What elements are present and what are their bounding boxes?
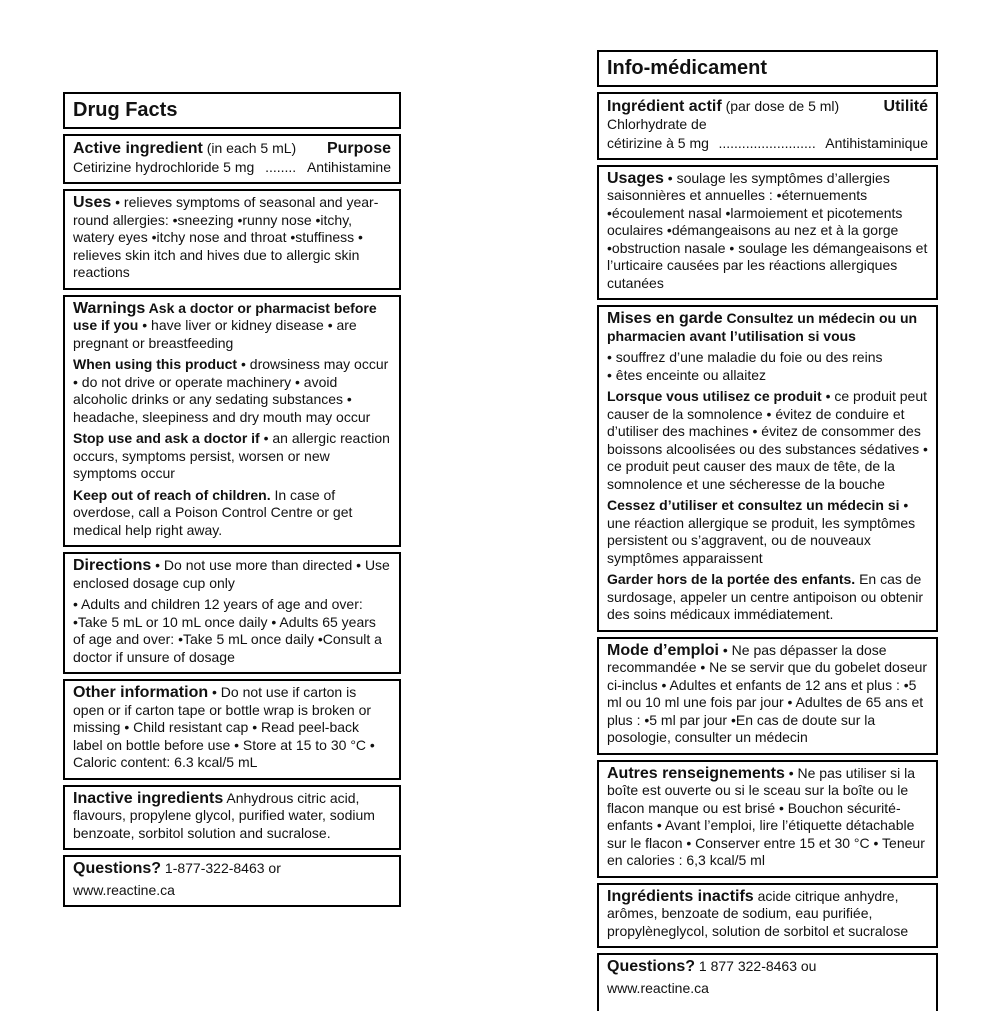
active-ingredient-value-en xyxy=(73,158,391,176)
warnings-when-paragraph: When using this product • drowsiness may occur • do not drive or operate machinery • avoid alcoholic drinks or any sedating substances • headache, sleepiness and dry mouth may occur xyxy=(73,356,389,425)
garde-lorsque-paragraph: Lorsque vous utilisez ce produit • ce produit peut causer de la somnolence • évitez de conduire et d’utiliser des machines • évitez de consommer des boissons alcoolisées ou des substances sédatives • ce produit peut causer des maux de tête, de la somnolence et une sécheresse de la bouche xyxy=(607,388,928,492)
usages-paragraph: Usages • soulage les symptômes d’allergies saisonnières et annuelles : •éternuements •écoulement nasal •larmoiement et picotements oculaires •démangeaisons au nez et à la gorge •obstruction nasale • soulage les démangeaisons et l’urticaire causées par les réactions allergiques cutanées xyxy=(607,169,928,291)
uses-heading: Uses xyxy=(73,194,112,211)
garde-consultez-paragraph: Mises en garde Consultez un médecin ou un pharmacien avant l’utilisation si vous xyxy=(607,310,918,344)
mode-emploi-paragraph: Mode d’emploi • Ne pas dépasser la dose recommandée • Ne se servir que du gobelet doseur ci-inclus • Adultes et enfants de 12 ans et plus : •5 ml ou 10 ml une fois par jour • Adultes de 65 ans et plus : •5 ml par jour •En cas de doute sur la posologie, consulter un médecin xyxy=(607,641,928,745)
questions-url-fr: www.reactine.ca xyxy=(607,979,709,996)
directions-paragraph-1: Directions • Do not use more than directed • Use enclosed dosage cup only xyxy=(73,557,390,591)
ingredients-inactifs-heading: Ingrédients inactifs xyxy=(607,887,754,905)
mises-en-garde-section xyxy=(597,305,938,632)
garde-bullet-1: • souffrez d’une maladie du foie ou des reins xyxy=(607,349,883,365)
questions-section-fr xyxy=(597,953,938,1011)
active-ingredient-section-fr xyxy=(597,92,938,160)
drug-facts-title-box xyxy=(63,92,401,129)
directions-section xyxy=(63,552,401,674)
autres-renseignements-section xyxy=(597,760,938,878)
mises-en-garde-heading: Mises en garde xyxy=(607,310,723,327)
directions-heading: Directions xyxy=(73,557,152,574)
questions-heading-fr: Questions? xyxy=(607,958,696,975)
mode-emploi-heading: Mode d’emploi xyxy=(607,641,719,659)
ingredient-name-line1-fr: Chlorhydrate de xyxy=(607,116,707,132)
directions-paragraph-2: • Adults and children 12 years of age and over: •Take 5 mL or 10 mL once daily • Adults 65 years of age and over: •Take 5 mL once daily •Consult a doctor if unsure of dosage xyxy=(73,596,382,665)
active-ingredient-section-en xyxy=(63,134,401,184)
mode-emploi-section xyxy=(597,637,938,755)
uses-paragraph: Uses • relieves symptoms of seasonal and year-round allergies: •sneezing •runny nose •itchy, watery eyes •itchy nose and throat •stuffiness • relieves skin itch and hives due to allergic skin reactions xyxy=(73,194,379,280)
garde-bullet-2: • êtes enceinte ou allaitez xyxy=(607,366,767,383)
usages-heading: Usages xyxy=(607,169,664,187)
info-medicament-title-box xyxy=(597,50,938,87)
active-ingredient-value-fr xyxy=(607,134,928,152)
inactive-ingredients-heading: Inactive ingredients xyxy=(73,789,224,807)
garde-cessez-paragraph: Cessez d’utiliser et consultez un médecin si • une réaction allergique se produit, les symptômes persistent ou s’aggravent, ou de nouveaux symptômes apparaissent xyxy=(607,497,916,566)
warnings-heading: Warnings xyxy=(73,299,146,317)
info-medicament-panel xyxy=(597,50,938,1011)
active-ingredient-header-fr xyxy=(607,97,928,116)
warnings-section xyxy=(63,295,401,548)
autres-renseignements-heading: Autres renseignements xyxy=(607,764,785,782)
uses-section xyxy=(63,189,401,290)
purpose-value-en: Antihistamine xyxy=(306,159,391,175)
leader-dots-fr: ......................... xyxy=(718,134,816,151)
warnings-stop-paragraph: Stop use and ask a doctor if • an allergic reaction occurs, symptoms persist, worsen or new symptoms occur xyxy=(73,430,390,481)
inactive-ingredients-paragraph: Inactive ingredients Anhydrous citric acid, flavours, propylene glycol, purified water, sodium benzoate, sorbitol solution and sucralose. xyxy=(73,789,375,841)
questions-url-en: www.reactine.ca xyxy=(73,881,175,898)
warnings-ask-paragraph: Warnings Ask a doctor or pharmacist before use if you • have liver or kidney disease • are pregnant or breastfeeding xyxy=(73,299,377,351)
ingredient-name-line2-fr: cétirizine à 5 mg xyxy=(607,134,709,151)
inactive-ingredients-section xyxy=(63,785,401,851)
ingredient-name-en: Cetirizine hydrochloride 5 mg xyxy=(73,159,255,175)
questions-heading-en: Questions? xyxy=(73,860,162,877)
questions-paragraph-en: Questions? 1-877-322-8463 or xyxy=(73,860,281,877)
active-ingredient-heading-en: Active ingredient (in each 5 mL) xyxy=(73,140,297,157)
drug-facts-title: Drug Facts xyxy=(73,99,178,121)
info-medicament-title: Info-médicament xyxy=(607,57,768,79)
ingredients-inactifs-section xyxy=(597,883,938,949)
purpose-value-fr: Antihistaminique xyxy=(825,134,928,151)
warnings-keep-paragraph: Keep out of reach of children. In case of overdose, call a Poison Control Centre or get medical help right away. xyxy=(73,486,353,538)
other-information-section xyxy=(63,679,401,780)
active-ingredient-header-en xyxy=(73,139,391,158)
other-information-heading: Other information xyxy=(73,684,209,701)
autres-renseignements-paragraph: Autres renseignements • Ne pas utiliser si la boîte est ouverte ou si le sceau sur la boîte ou le flacon manque ou est brisé • Bouchon sécurité-enfants • Avant l’emploi, lire l’étiquette détachable sur le flacon • Conserver entre 15 et 30 °C • Teneur en calories : 6,3 kcal/5 ml xyxy=(607,764,925,868)
ingredients-inactifs-paragraph: Ingrédients inactifs acide citrique anhydre, arômes, benzoate de sodium, eau purifiée, propylèneglycol, solution de sorbitol et sucralose xyxy=(607,887,909,939)
leader-dots-en: ........ xyxy=(265,159,297,175)
questions-paragraph-fr: Questions? 1 877 322-8463 ou xyxy=(607,958,817,975)
other-information-paragraph: Other information • Do not use if carton is open or if carton tape or bottle wrap is broken or missing • Child resistant cap • Read peel-back label on bottle before use • Store at 15 to 30 °C • Caloric content: 6.3 kcal/5 mL xyxy=(73,684,375,770)
usages-section xyxy=(597,165,938,301)
questions-section-en xyxy=(63,855,401,907)
purpose-label-fr: Utilité xyxy=(883,98,928,115)
drug-facts-panel xyxy=(63,92,401,912)
purpose-label-en: Purpose xyxy=(326,140,391,157)
active-ingredient-heading-fr: Ingrédient actif (par dose de 5 ml) xyxy=(607,98,840,115)
garde-garder-paragraph: Garder hors de la portée des enfants. En cas de surdosage, appeler un centre antipoison ou obtenir des soins médicaux immédiatement. xyxy=(607,571,923,622)
